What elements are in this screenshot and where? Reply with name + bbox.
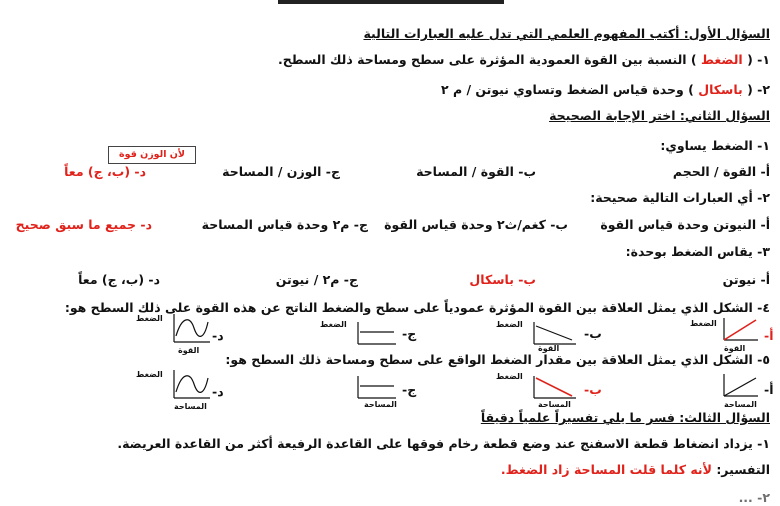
q4-graph-d-letter: د-	[212, 328, 224, 343]
q2-title: السؤال الثاني: اختر الإجابة الصحيحة	[549, 108, 770, 123]
q5-graph-d-xlabel: المساحة	[174, 402, 207, 411]
q4-graph-b-svg	[528, 322, 578, 346]
q5-graph-a-letter: أ-	[764, 382, 774, 397]
q2-item3-option-b: ب- باسكال	[469, 272, 536, 287]
q4-graph-c-svg	[352, 322, 398, 346]
q2-item1-stem: ١- الضغط يساوي:	[660, 138, 770, 153]
q1-item1-num: ١- (	[747, 52, 770, 67]
q4-graph-a-xlabel: القوة	[724, 344, 746, 353]
q2-item1-option-d: د- (ب، ج) معاً	[64, 164, 146, 179]
q5-graph-d-letter: د-	[212, 384, 224, 399]
q1-title: السؤال الأول: أكتب المفهوم العلمي التي تدل عليه العبارات التالية	[363, 26, 770, 41]
q2-item3-option-a: أ- نيوتن	[722, 272, 770, 287]
q2-item1-option-a: أ- القوة / الحجم	[672, 164, 770, 179]
q1-item1-text: ) النسبة بين القوة العمودية المؤثرة على سطح ومساحة ذلك السطح.	[278, 52, 697, 67]
q4-graph-b	[528, 322, 578, 346]
q5-graph-b	[528, 376, 578, 400]
q2-item1-option-b: ب- القوة / المساحة	[416, 164, 536, 179]
q5-graph-d-svg	[168, 370, 212, 400]
q1-item2	[441, 82, 770, 98]
q2-item2-option-c: ج- م٢ وحدة قياس المساحة	[201, 217, 368, 232]
q4-graph-d	[168, 314, 212, 344]
q4-graph-c-ylabel: الضغط	[320, 320, 347, 329]
q5-graph-d	[168, 370, 212, 400]
q4-graph-b-xlabel: القوة	[538, 344, 560, 353]
q5-graph-c	[352, 376, 398, 400]
q5-graph-a-svg	[718, 374, 760, 398]
q5-graph-c-xlabel: المساحة	[364, 400, 397, 409]
q3-item1: ١- يزداد انضغاط قطعة الاسفنج عند وضع قطعة رخام فوقها على القاعدة الرفيعة أكثر من القاعدة العريضة.	[117, 436, 770, 451]
q5-graph-b-svg	[528, 376, 578, 400]
q2-item5-stem: ٥- الشكل الذي يمثل العلاقة بين مقدار الضغط الواقع على سطح ومساحة ذلك السطح هو:	[225, 352, 770, 367]
q3-title: السؤال الثالث: فسر ما يلي تفسيراً علمياً دقيقاً	[480, 410, 770, 425]
q5-graph-a-xlabel: المساحة	[724, 400, 757, 409]
q4-graph-b-letter: ب-	[584, 326, 602, 341]
q2-item4-stem: ٤- الشكل الذي يمثل العلاقة بين القوة المؤثرة عمودياً على سطح والضغط الناتج عن هذه القوة على ذلك السطح هو:	[64, 300, 770, 315]
q4-graph-a-ylabel: الضغط	[690, 319, 717, 328]
q4-graph-a-letter: أ-	[764, 328, 774, 343]
q1-item2-num: ٢- (	[747, 82, 770, 97]
q2-item3-option-c: ج- م٢ / نيوتن	[275, 272, 358, 287]
q2-item2-stem: ٢- أي العبارات التالية صحيحة:	[590, 190, 770, 205]
header-rule	[278, 0, 504, 4]
q1-item2-answer: باسكال	[698, 82, 743, 97]
q4-graph-c	[352, 322, 398, 346]
q5-graph-b-letter: ب-	[584, 382, 602, 397]
q4-graph-d-svg	[168, 314, 212, 344]
q5-graph-c-letter: ج-	[402, 382, 417, 397]
answer-note: لأن الوزن قوة	[108, 146, 196, 164]
q4-graph-a	[718, 318, 760, 342]
q2-item2-option-b: ب- كغم/ث٢ وحدة قياس القوة	[384, 217, 568, 232]
q3-item2-partial: ٢- ...	[738, 490, 770, 505]
q1-item1-answer: الضغط	[700, 52, 743, 67]
q2-item2-option-d: د- جميع ما سبق صحيح	[15, 217, 152, 232]
q3-explain-answer: لأنه كلما قلت المساحة زاد الضغط.	[500, 462, 712, 477]
q1-item1	[278, 52, 770, 68]
q4-graph-b-ylabel: الضغط	[496, 320, 523, 329]
q2-item3-stem: ٣- يقاس الضغط بوحدة:	[625, 244, 770, 259]
q3-explain-label: التفسير:	[716, 462, 770, 477]
q4-graph-d-xlabel: القوة	[178, 346, 200, 355]
q2-item1-option-c: ج- الوزن / المساحة	[222, 164, 340, 179]
q3-explanation	[501, 462, 770, 478]
q4-graph-d-ylabel: الضغط	[136, 314, 163, 323]
q4-graph-a-svg	[718, 318, 760, 342]
q5-graph-b-ylabel: الضغط	[496, 372, 523, 381]
q4-graph-c-letter: ج-	[402, 326, 417, 341]
q5-graph-c-svg	[352, 376, 398, 400]
q5-graph-b-xlabel: المساحة	[538, 400, 571, 409]
q1-item2-text: ) وحدة قياس الضغط وتساوي نيوتن / م ٢	[440, 82, 694, 97]
q2-item3-option-d: د- (ب، ج) معاً	[78, 272, 160, 287]
q5-graph-a	[718, 374, 760, 398]
q2-item2-option-a: أ- النيوتن وحدة قياس القوة	[600, 217, 770, 232]
q5-graph-d-ylabel: الضغط	[136, 370, 163, 379]
